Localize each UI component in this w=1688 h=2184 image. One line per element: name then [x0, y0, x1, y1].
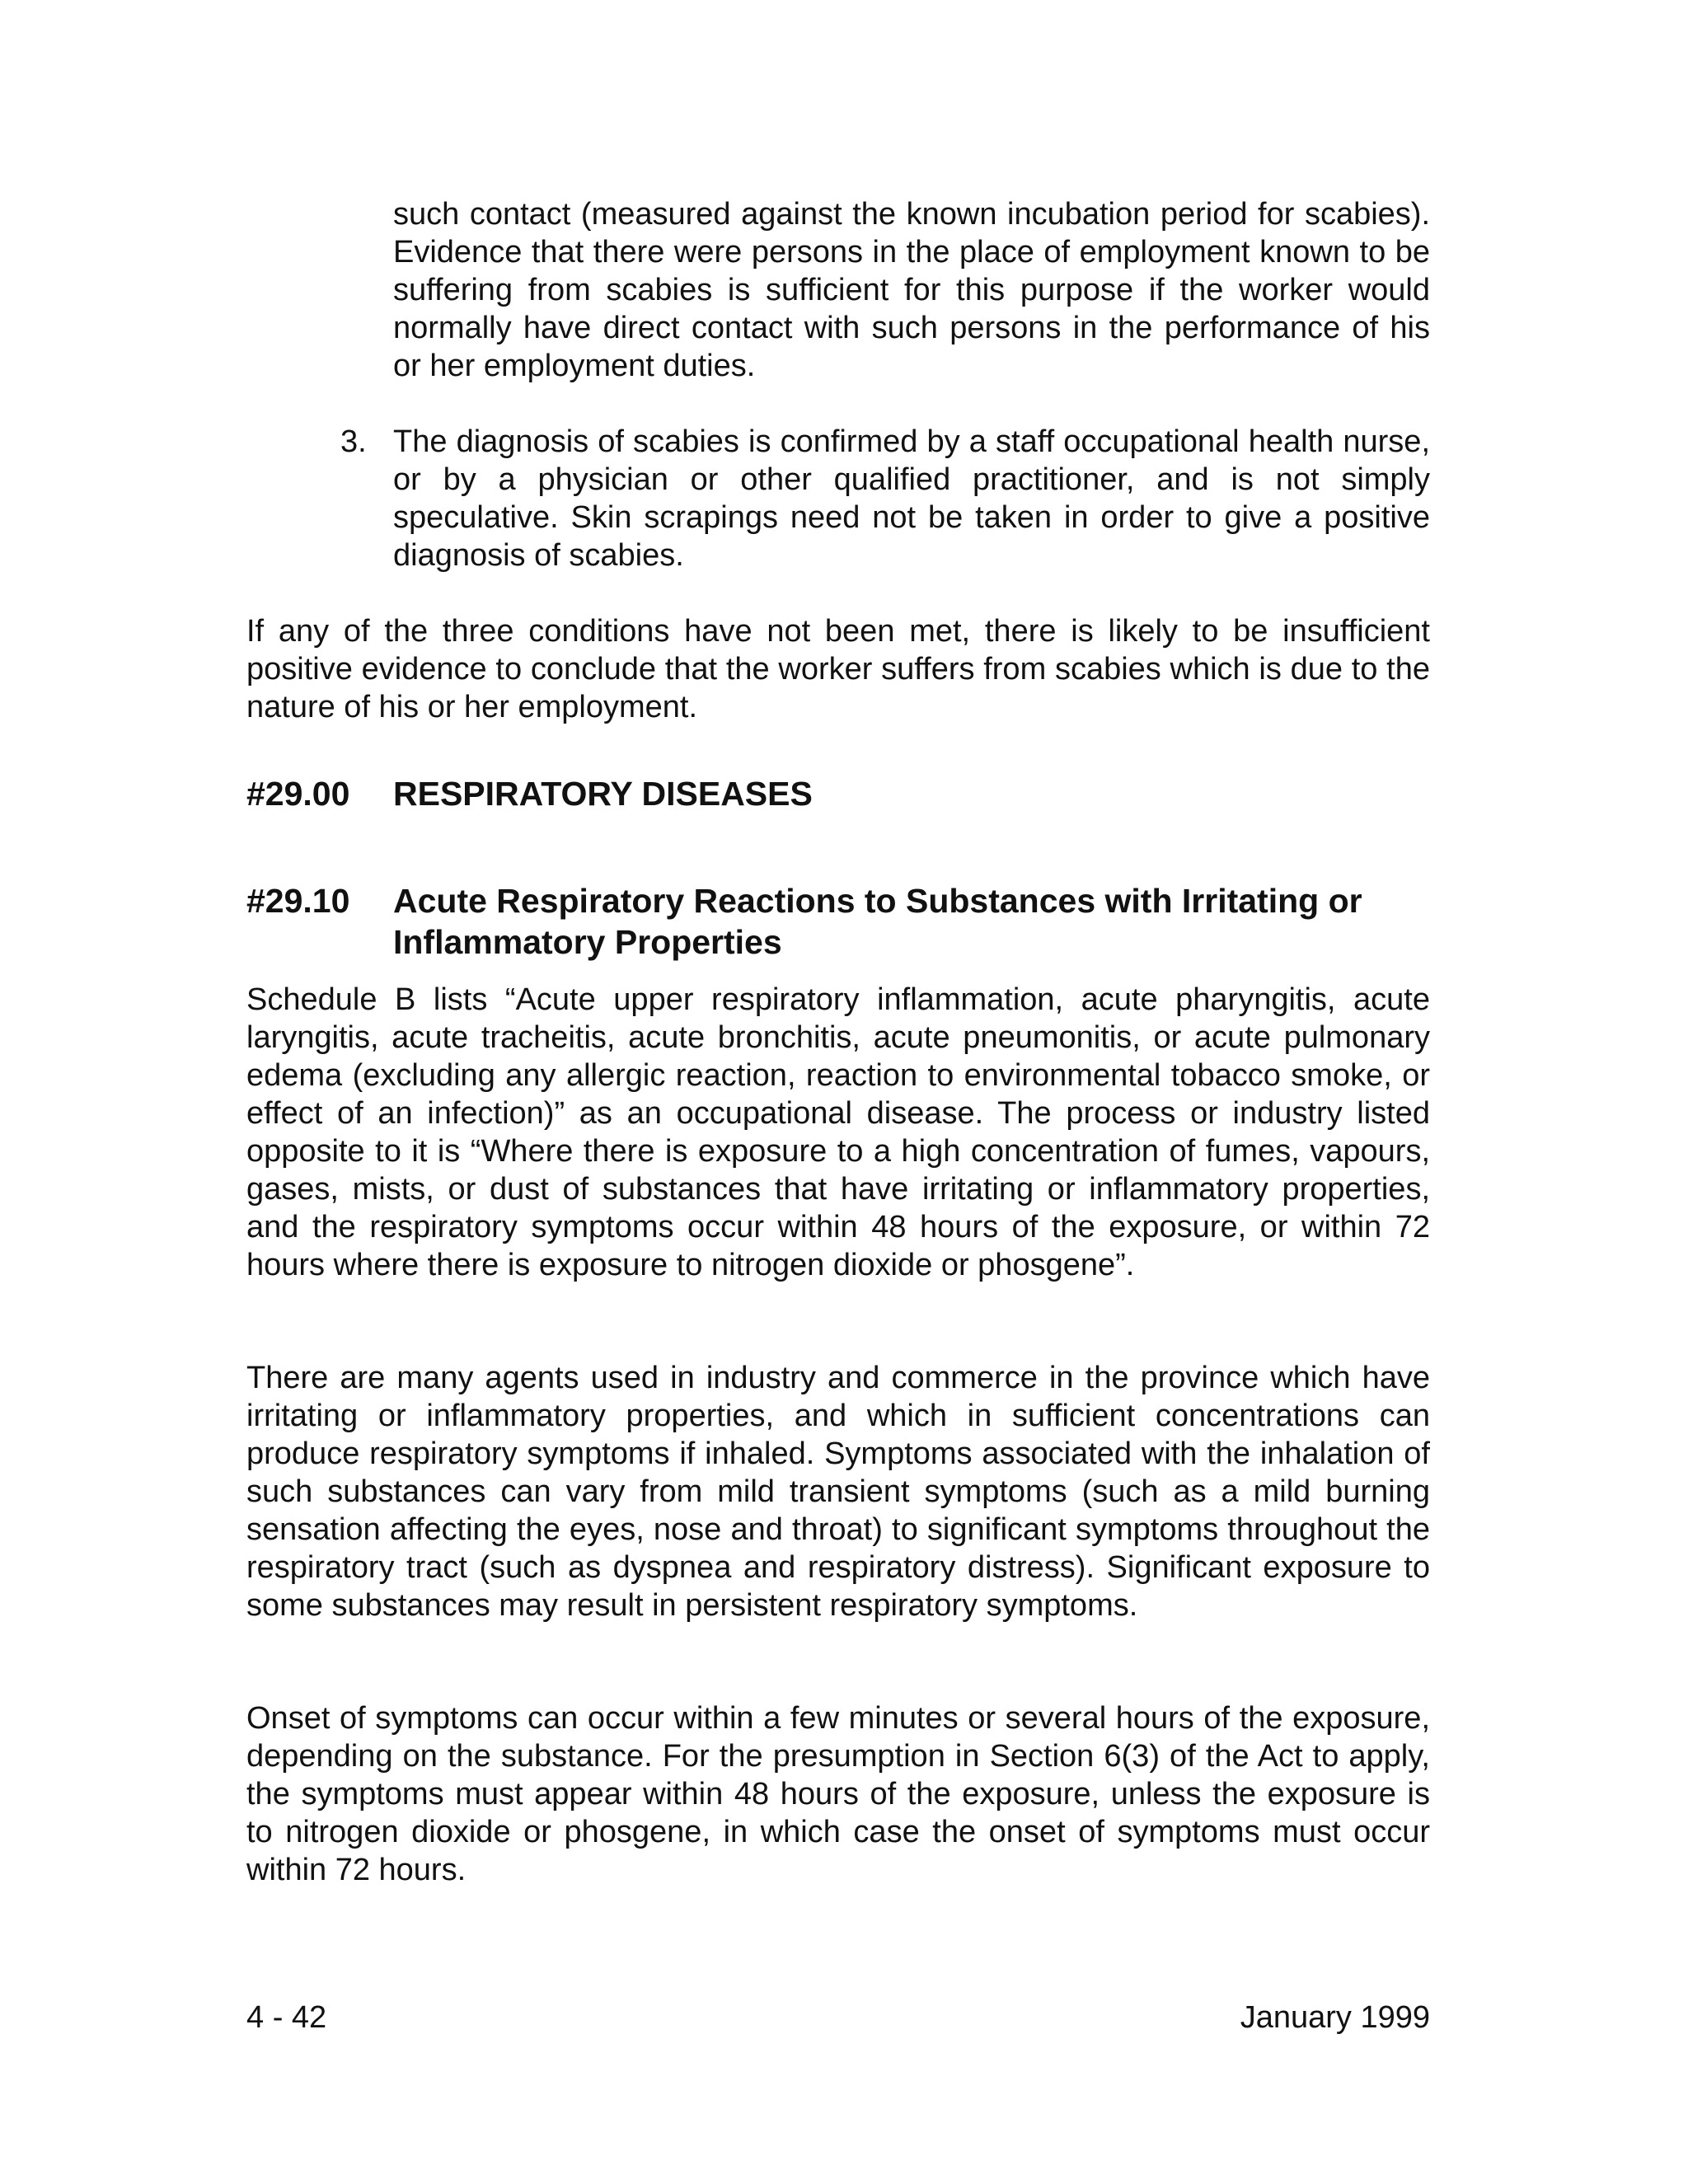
section-title: RESPIRATORY DISEASES — [393, 775, 813, 813]
conclusion-paragraph: If any of the three conditions have not been met, there is likely to be insufficient positive evidence to conclude that the worker suffers from scabies which is due to the nature of his or her employment. — [246, 614, 1430, 724]
continuation-paragraph: such contact (measured against the known incubation period for scabies). Evidence that there were persons in the place of employment known to be suffering from scabies is sufficient for this purpose if the worker would normally have direct contact with such persons in the performance of his or her employment duties. — [393, 197, 1430, 383]
publication-date: January 1999 — [1240, 2000, 1430, 2035]
subsection-title: Acute Respiratory Reactions to Substances with Irritating or Inflammatory Properties — [393, 882, 1362, 961]
subsection-number: #29.10 — [246, 882, 350, 920]
body-paragraph: There are many agents used in industry and commerce in the province which have irritating or inflammatory properties, and which in sufficient concentrations can produce respiratory symptoms if inhaled. Symptoms associated with the inhalation of such substances can vary from mild transient symptoms (such as a mild burning sensation affecting the eyes, nose and throat) to significant symptoms throughout the respiratory tract (such as dyspnea and respiratory distress). Significant exposure to some substances may result in persistent respiratory symptoms. — [246, 1361, 1430, 1623]
section-number: #29.00 — [246, 775, 350, 813]
body-paragraph: Schedule B lists “Acute upper respiratory inflammation, acute pharyngitis, acute laryngitis, acute tracheitis, acute bronchitis, acute pneumonitis, or acute pulmonary edema (excluding any allergic reaction, reaction to environmental tobacco smoke, or effect of an infection)” as an occupational disease. The process or industry listed opposite to it is “Where there is exposure to a high concentration of fumes, vapours, gases, mists, or dust of substances that have irritating or inflammatory properties, and the respiratory symptoms occur within 48 hours of the exposure, or within 72 hours where there is exposure to nitrogen dioxide or phosgene”. — [246, 982, 1430, 1282]
body-paragraph: Onset of symptoms can occur within a few minutes or several hours of the exposure, depending on the substance. For the presumption in Section 6(3) of the Act to apply, the symptoms must appear within 48 hours of the exposure, unless the exposure is to nitrogen dioxide or phosgene, in which case the onset of symptoms must occur within 72 hours. — [246, 1701, 1430, 1887]
list-item-text: The diagnosis of scabies is confirmed by a staff occupational health nurse, or by a physician or other qualified practitioner, and is not simply speculative. Skin scrapings need not be taken in order to give a positive diagnosis of scabies. — [393, 424, 1430, 573]
page-number: 4 - 42 — [246, 2000, 327, 2035]
list-item-number: 3. — [340, 424, 367, 459]
